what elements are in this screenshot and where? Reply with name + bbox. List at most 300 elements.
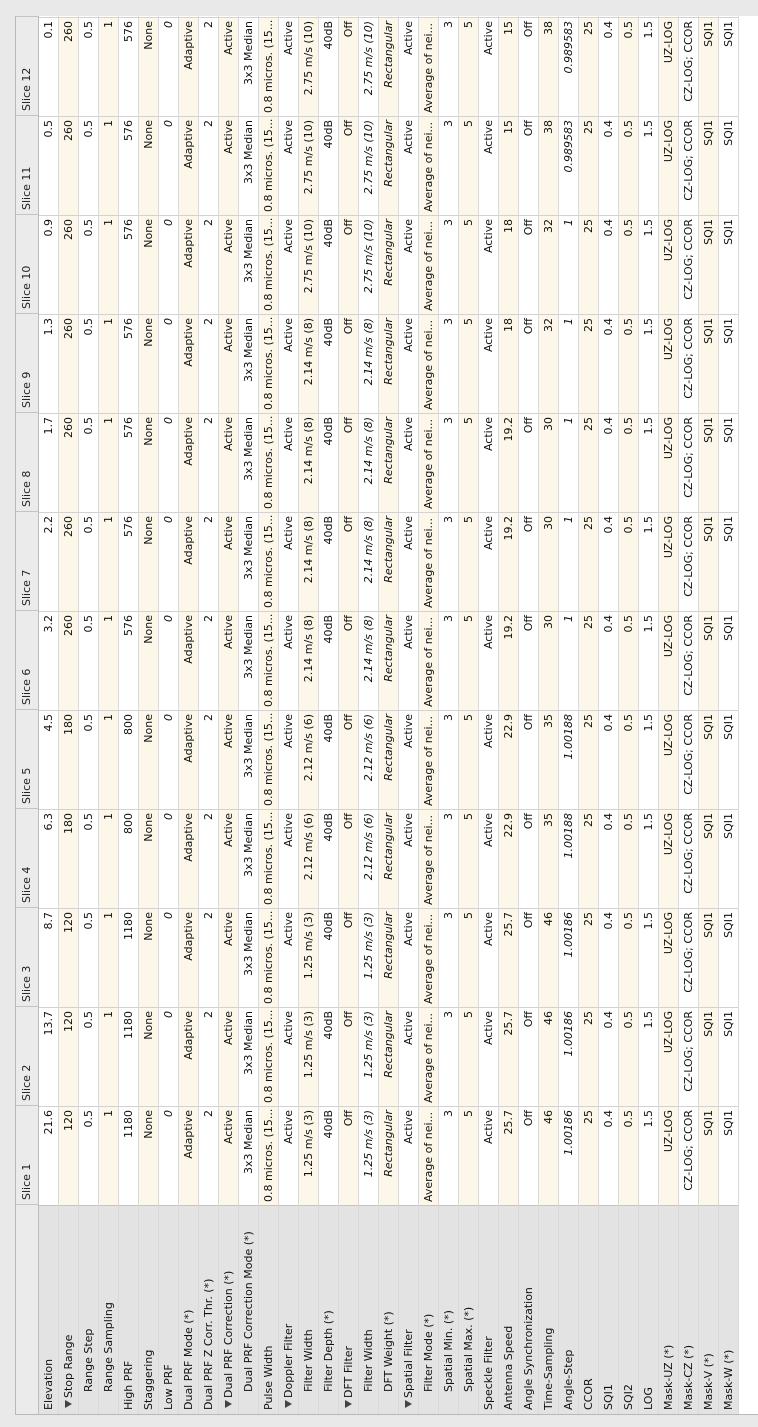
- column-header-slice-10[interactable]: Slice 10: [16, 214, 38, 313]
- table-cell[interactable]: 5: [459, 908, 478, 1007]
- table-cell[interactable]: 40dB: [319, 17, 338, 116]
- table-row[interactable]: [59, 16, 79, 1414]
- table-cell[interactable]: 0.8 micros. (15...: [259, 809, 278, 908]
- table-row[interactable]: [179, 16, 199, 1414]
- table-cell[interactable]: 6.3: [39, 809, 58, 908]
- table-cell[interactable]: 0.4: [599, 215, 618, 314]
- table-row[interactable]: [679, 16, 699, 1414]
- column-header-slice-11[interactable]: Slice 11: [16, 115, 38, 214]
- table-cell[interactable]: 0: [159, 1007, 178, 1106]
- table-cell[interactable]: 1: [99, 1106, 118, 1205]
- table-cell[interactable]: 3.2: [39, 611, 58, 710]
- table-cell[interactable]: 2: [199, 413, 218, 512]
- table-cell[interactable]: 2.14 m/s (8): [299, 611, 318, 710]
- table-cell[interactable]: 0: [159, 314, 178, 413]
- table-cell[interactable]: Off: [339, 1106, 358, 1205]
- table-cell[interactable]: 1: [559, 611, 578, 710]
- table-row[interactable]: [499, 16, 519, 1414]
- table-cell[interactable]: 3: [439, 908, 458, 1007]
- table-cell[interactable]: 25.7: [499, 1007, 518, 1106]
- table-cell[interactable]: Active: [479, 710, 498, 809]
- table-cell[interactable]: Off: [339, 512, 358, 611]
- table-cell[interactable]: 25: [579, 116, 598, 215]
- table-cell[interactable]: SQI1: [699, 413, 718, 512]
- table-cell[interactable]: 3x3 Median: [239, 116, 258, 215]
- table-cell[interactable]: 38: [539, 17, 558, 116]
- row-label[interactable]: [339, 1205, 358, 1414]
- table-cell[interactable]: UZ-LOG: [659, 314, 678, 413]
- table-cell[interactable]: Adaptive: [179, 809, 198, 908]
- column-header-slice-3[interactable]: Slice 3: [16, 907, 38, 1006]
- table-cell[interactable]: 0.5: [619, 215, 638, 314]
- table-cell[interactable]: 40dB: [319, 908, 338, 1007]
- table-cell[interactable]: 32: [539, 314, 558, 413]
- table-cell[interactable]: Rectangular: [379, 710, 398, 809]
- table-cell[interactable]: Active: [399, 710, 418, 809]
- table-cell[interactable]: Rectangular: [379, 809, 398, 908]
- table-cell[interactable]: None: [139, 611, 158, 710]
- table-cell[interactable]: 0: [159, 116, 178, 215]
- table-cell[interactable]: 0.5: [619, 1106, 638, 1205]
- table-cell[interactable]: 0.8 micros. (15...: [259, 908, 278, 1007]
- table-cell[interactable]: Adaptive: [179, 512, 198, 611]
- table-cell[interactable]: 0.4: [599, 809, 618, 908]
- table-cell[interactable]: SQI1: [719, 1106, 738, 1205]
- table-cell[interactable]: 2: [199, 908, 218, 1007]
- table-cell[interactable]: Off: [519, 17, 538, 116]
- table-cell[interactable]: 0.5: [79, 215, 98, 314]
- table-cell[interactable]: Active: [279, 1007, 298, 1106]
- table-cell[interactable]: Active: [399, 17, 418, 116]
- table-cell[interactable]: 0.5: [619, 710, 638, 809]
- table-cell[interactable]: 19.2: [499, 611, 518, 710]
- table-cell[interactable]: Active: [479, 17, 498, 116]
- table-cell[interactable]: Rectangular: [379, 116, 398, 215]
- table-row[interactable]: [719, 16, 739, 1414]
- table-cell[interactable]: Off: [519, 512, 538, 611]
- table-cell[interactable]: 22.9: [499, 809, 518, 908]
- table-cell[interactable]: 2.75 m/s (10): [299, 116, 318, 215]
- table-cell[interactable]: Active: [399, 314, 418, 413]
- table-cell[interactable]: 3: [439, 413, 458, 512]
- table-row[interactable]: [539, 16, 559, 1414]
- table-cell[interactable]: 40dB: [319, 809, 338, 908]
- table-cell[interactable]: 3x3 Median: [239, 1007, 258, 1106]
- table-cell[interactable]: 38: [539, 116, 558, 215]
- table-cell[interactable]: 1.5: [639, 611, 658, 710]
- table-cell[interactable]: 260: [59, 512, 78, 611]
- table-cell[interactable]: Off: [339, 215, 358, 314]
- table-cell[interactable]: 1: [99, 809, 118, 908]
- table-cell[interactable]: Off: [339, 1007, 358, 1106]
- table-cell[interactable]: SQI1: [699, 1106, 718, 1205]
- table-cell[interactable]: Active: [479, 1007, 498, 1106]
- table-cell[interactable]: 2.75 m/s (10): [299, 17, 318, 116]
- table-cell[interactable]: None: [139, 1106, 158, 1205]
- table-cell[interactable]: UZ-LOG: [659, 611, 678, 710]
- table-cell[interactable]: 5: [459, 1106, 478, 1205]
- table-cell[interactable]: 1.25 m/s (3): [359, 1106, 378, 1205]
- table-cell[interactable]: 576: [119, 611, 138, 710]
- table-cell[interactable]: 0: [159, 17, 178, 116]
- table-cell[interactable]: CZ-LOG; CCOR: [679, 17, 698, 116]
- table-cell[interactable]: 5: [459, 512, 478, 611]
- table-cell[interactable]: 25.7: [499, 908, 518, 1007]
- table-cell[interactable]: SQI1: [719, 908, 738, 1007]
- table-cell[interactable]: Average of nei...: [419, 215, 438, 314]
- table-cell[interactable]: Active: [219, 611, 238, 710]
- table-cell[interactable]: 2: [199, 809, 218, 908]
- table-cell[interactable]: 1: [99, 116, 118, 215]
- table-cell[interactable]: 260: [59, 116, 78, 215]
- table-cell[interactable]: Active: [219, 710, 238, 809]
- table-cell[interactable]: 3: [439, 314, 458, 413]
- table-cell[interactable]: 13.7: [39, 1007, 58, 1106]
- table-row[interactable]: [579, 16, 599, 1414]
- table-cell[interactable]: 3x3 Median: [239, 1106, 258, 1205]
- table-cell[interactable]: Average of nei...: [419, 17, 438, 116]
- table-cell[interactable]: 8.7: [39, 908, 58, 1007]
- table-cell[interactable]: 0.989583: [559, 116, 578, 215]
- table-cell[interactable]: Active: [219, 908, 238, 1007]
- table-cell[interactable]: 2.2: [39, 512, 58, 611]
- table-cell[interactable]: Active: [219, 215, 238, 314]
- table-row[interactable]: [439, 16, 459, 1414]
- table-cell[interactable]: Off: [339, 17, 358, 116]
- table-cell[interactable]: 0.5: [79, 512, 98, 611]
- table-cell[interactable]: 2.14 m/s (8): [359, 512, 378, 611]
- table-cell[interactable]: Active: [279, 413, 298, 512]
- table-cell[interactable]: CZ-LOG; CCOR: [679, 611, 698, 710]
- table-cell[interactable]: 1: [99, 314, 118, 413]
- table-cell[interactable]: 22.9: [499, 710, 518, 809]
- table-cell[interactable]: None: [139, 314, 158, 413]
- table-cell[interactable]: 40dB: [319, 116, 338, 215]
- table-cell[interactable]: Adaptive: [179, 17, 198, 116]
- table-cell[interactable]: 576: [119, 215, 138, 314]
- table-cell[interactable]: Active: [279, 215, 298, 314]
- table-cell[interactable]: 3x3 Median: [239, 611, 258, 710]
- table-cell[interactable]: 2.14 m/s (8): [359, 314, 378, 413]
- table-cell[interactable]: SQI1: [719, 215, 738, 314]
- table-cell[interactable]: 0.8 micros. (15...: [259, 215, 278, 314]
- table-cell[interactable]: Off: [339, 611, 358, 710]
- table-cell[interactable]: SQI1: [719, 116, 738, 215]
- table-cell[interactable]: 260: [59, 314, 78, 413]
- table-cell[interactable]: UZ-LOG: [659, 710, 678, 809]
- table-cell[interactable]: Average of nei...: [419, 413, 438, 512]
- table-cell[interactable]: CZ-LOG; CCOR: [679, 809, 698, 908]
- table-cell[interactable]: 25: [579, 314, 598, 413]
- table-row[interactable]: [119, 16, 139, 1414]
- table-cell[interactable]: Active: [219, 314, 238, 413]
- table-cell[interactable]: Average of nei...: [419, 908, 438, 1007]
- row-label[interactable]: [219, 1205, 238, 1414]
- table-cell[interactable]: 1.5: [639, 413, 658, 512]
- table-cell[interactable]: 0: [159, 512, 178, 611]
- table-cell[interactable]: Rectangular: [379, 314, 398, 413]
- table-row[interactable]: [359, 16, 379, 1414]
- table-cell[interactable]: CZ-LOG; CCOR: [679, 710, 698, 809]
- column-header-slice-7[interactable]: Slice 7: [16, 511, 38, 610]
- table-cell[interactable]: CZ-LOG; CCOR: [679, 1007, 698, 1106]
- table-cell[interactable]: 180: [59, 710, 78, 809]
- table-cell[interactable]: 25: [579, 809, 598, 908]
- table-cell[interactable]: 5: [459, 17, 478, 116]
- table-cell[interactable]: 19.2: [499, 413, 518, 512]
- table-cell[interactable]: 0.8 micros. (15...: [259, 1007, 278, 1106]
- table-cell[interactable]: 0.5: [79, 908, 98, 1007]
- table-cell[interactable]: Active: [479, 908, 498, 1007]
- table-cell[interactable]: 0.8 micros. (15...: [259, 17, 278, 116]
- table-cell[interactable]: 0.4: [599, 1007, 618, 1106]
- table-cell[interactable]: 260: [59, 611, 78, 710]
- table-row[interactable]: [159, 16, 179, 1414]
- table-cell[interactable]: 35: [539, 809, 558, 908]
- table-cell[interactable]: 4.5: [39, 710, 58, 809]
- table-cell[interactable]: 30: [539, 413, 558, 512]
- table-cell[interactable]: 1: [559, 215, 578, 314]
- column-header-slice-5[interactable]: Slice 5: [16, 709, 38, 808]
- table-cell[interactable]: 5: [459, 710, 478, 809]
- table-cell[interactable]: UZ-LOG: [659, 215, 678, 314]
- table-cell[interactable]: 0.5: [619, 908, 638, 1007]
- table-cell[interactable]: 21.6: [39, 1106, 58, 1205]
- table-cell[interactable]: SQI1: [699, 17, 718, 116]
- table-cell[interactable]: SQI1: [699, 215, 718, 314]
- table-cell[interactable]: 30: [539, 611, 558, 710]
- table-cell[interactable]: 25: [579, 908, 598, 1007]
- table-row[interactable]: [199, 16, 219, 1414]
- expand-triangle-icon[interactable]: [225, 1400, 232, 1408]
- table-cell[interactable]: 0.5: [79, 611, 98, 710]
- table-cell[interactable]: 3: [439, 710, 458, 809]
- table-cell[interactable]: 5: [459, 611, 478, 710]
- table-cell[interactable]: 576: [119, 116, 138, 215]
- table-cell[interactable]: 3x3 Median: [239, 314, 258, 413]
- table-cell[interactable]: Off: [519, 809, 538, 908]
- table-cell[interactable]: 2.12 m/s (6): [299, 710, 318, 809]
- table-row[interactable]: [299, 16, 319, 1414]
- table-cell[interactable]: Active: [399, 809, 418, 908]
- table-cell[interactable]: Rectangular: [379, 1106, 398, 1205]
- table-cell[interactable]: 0.5: [79, 1106, 98, 1205]
- table-cell[interactable]: 25: [579, 17, 598, 116]
- table-cell[interactable]: None: [139, 710, 158, 809]
- table-cell[interactable]: 5: [459, 116, 478, 215]
- table-cell[interactable]: Rectangular: [379, 215, 398, 314]
- table-row[interactable]: [79, 16, 99, 1414]
- table-cell[interactable]: Active: [479, 413, 498, 512]
- table-cell[interactable]: 576: [119, 512, 138, 611]
- table-cell[interactable]: 1: [559, 413, 578, 512]
- table-cell[interactable]: 32: [539, 215, 558, 314]
- expand-triangle-icon[interactable]: [405, 1400, 412, 1408]
- table-cell[interactable]: 5: [459, 809, 478, 908]
- table-cell[interactable]: 260: [59, 17, 78, 116]
- table-cell[interactable]: Rectangular: [379, 413, 398, 512]
- table-cell[interactable]: SQI1: [719, 512, 738, 611]
- table-cell[interactable]: Active: [279, 611, 298, 710]
- table-cell[interactable]: UZ-LOG: [659, 1106, 678, 1205]
- table-cell[interactable]: 0.4: [599, 116, 618, 215]
- table-cell[interactable]: Adaptive: [179, 710, 198, 809]
- table-cell[interactable]: SQI1: [699, 908, 718, 1007]
- table-cell[interactable]: 0.5: [79, 809, 98, 908]
- table-cell[interactable]: Active: [479, 215, 498, 314]
- table-cell[interactable]: 2: [199, 1007, 218, 1106]
- table-cell[interactable]: 1: [99, 908, 118, 1007]
- table-cell[interactable]: 1.25 m/s (3): [299, 1007, 318, 1106]
- table-cell[interactable]: Adaptive: [179, 215, 198, 314]
- table-cell[interactable]: None: [139, 116, 158, 215]
- table-cell[interactable]: Average of nei...: [419, 611, 438, 710]
- table-cell[interactable]: 576: [119, 314, 138, 413]
- table-cell[interactable]: Active: [399, 611, 418, 710]
- table-cell[interactable]: Active: [399, 116, 418, 215]
- table-cell[interactable]: 0.5: [79, 710, 98, 809]
- table-cell[interactable]: 0: [159, 908, 178, 1007]
- table-cell[interactable]: Average of nei...: [419, 1007, 438, 1106]
- table-cell[interactable]: SQI1: [719, 17, 738, 116]
- table-cell[interactable]: 2.75 m/s (10): [299, 215, 318, 314]
- table-cell[interactable]: None: [139, 512, 158, 611]
- table-cell[interactable]: 0.1: [39, 17, 58, 116]
- table-row[interactable]: [239, 16, 259, 1414]
- table-cell[interactable]: 3x3 Median: [239, 908, 258, 1007]
- table-cell[interactable]: 1180: [119, 1007, 138, 1106]
- table-cell[interactable]: 2: [199, 17, 218, 116]
- column-header-slice-1[interactable]: Slice 1: [16, 1105, 38, 1204]
- table-cell[interactable]: 1: [99, 413, 118, 512]
- table-cell[interactable]: None: [139, 809, 158, 908]
- table-row[interactable]: [479, 16, 499, 1414]
- table-cell[interactable]: 2.75 m/s (10): [359, 215, 378, 314]
- table-cell[interactable]: 0.5: [619, 1007, 638, 1106]
- table-cell[interactable]: 40dB: [319, 1007, 338, 1106]
- table-cell[interactable]: 1.25 m/s (3): [299, 908, 318, 1007]
- table-cell[interactable]: 15: [499, 116, 518, 215]
- table-cell[interactable]: 3x3 Median: [239, 17, 258, 116]
- table-cell[interactable]: 120: [59, 908, 78, 1007]
- table-cell[interactable]: 1.25 m/s (3): [299, 1106, 318, 1205]
- table-cell[interactable]: 15: [499, 17, 518, 116]
- table-cell[interactable]: UZ-LOG: [659, 1007, 678, 1106]
- table-cell[interactable]: 2.12 m/s (6): [299, 809, 318, 908]
- table-cell[interactable]: UZ-LOG: [659, 116, 678, 215]
- table-cell[interactable]: Active: [479, 611, 498, 710]
- table-row[interactable]: [459, 16, 479, 1414]
- table-cell[interactable]: Off: [519, 611, 538, 710]
- table-cell[interactable]: 0.8 micros. (15...: [259, 116, 278, 215]
- table-cell[interactable]: Active: [279, 116, 298, 215]
- table-cell[interactable]: Active: [219, 1106, 238, 1205]
- table-cell[interactable]: Adaptive: [179, 1106, 198, 1205]
- table-row[interactable]: [519, 16, 539, 1414]
- table-cell[interactable]: Active: [399, 1106, 418, 1205]
- table-cell[interactable]: 25: [579, 1007, 598, 1106]
- table-cell[interactable]: CZ-LOG; CCOR: [679, 215, 698, 314]
- table-cell[interactable]: 3x3 Median: [239, 809, 258, 908]
- table-cell[interactable]: Active: [399, 512, 418, 611]
- table-cell[interactable]: Off: [519, 314, 538, 413]
- table-cell[interactable]: SQI1: [719, 710, 738, 809]
- table-cell[interactable]: 1.00186: [559, 1106, 578, 1205]
- table-cell[interactable]: 3: [439, 215, 458, 314]
- table-row[interactable]: [619, 16, 639, 1414]
- table-cell[interactable]: 1.5: [639, 809, 658, 908]
- table-cell[interactable]: 1.5: [639, 215, 658, 314]
- table-cell[interactable]: Active: [479, 809, 498, 908]
- table-cell[interactable]: CZ-LOG; CCOR: [679, 314, 698, 413]
- table-cell[interactable]: CZ-LOG; CCOR: [679, 116, 698, 215]
- table-cell[interactable]: Active: [219, 17, 238, 116]
- table-cell[interactable]: 0.4: [599, 611, 618, 710]
- table-cell[interactable]: 0.9: [39, 215, 58, 314]
- table-cell[interactable]: 1.5: [639, 314, 658, 413]
- table-cell[interactable]: 1: [99, 17, 118, 116]
- table-cell[interactable]: Off: [519, 1007, 538, 1106]
- table-cell[interactable]: 260: [59, 215, 78, 314]
- table-cell[interactable]: Active: [399, 215, 418, 314]
- table-cell[interactable]: SQI1: [699, 512, 718, 611]
- table-cell[interactable]: 1.25 m/s (3): [359, 908, 378, 1007]
- table-row[interactable]: [339, 16, 359, 1414]
- table-row[interactable]: [659, 16, 679, 1414]
- table-row[interactable]: [219, 16, 239, 1414]
- table-cell[interactable]: Rectangular: [379, 512, 398, 611]
- table-cell[interactable]: 2.14 m/s (8): [299, 512, 318, 611]
- table-cell[interactable]: Average of nei...: [419, 1106, 438, 1205]
- table-cell[interactable]: Active: [279, 314, 298, 413]
- table-cell[interactable]: SQI1: [719, 611, 738, 710]
- table-cell[interactable]: 1.25 m/s (3): [359, 1007, 378, 1106]
- table-cell[interactable]: Rectangular: [379, 611, 398, 710]
- table-cell[interactable]: 3: [439, 17, 458, 116]
- table-cell[interactable]: 2.14 m/s (8): [299, 413, 318, 512]
- table-cell[interactable]: Adaptive: [179, 908, 198, 1007]
- table-cell[interactable]: Off: [519, 116, 538, 215]
- row-label[interactable]: [59, 1205, 78, 1414]
- table-cell[interactable]: Active: [479, 314, 498, 413]
- table-cell[interactable]: Active: [219, 1007, 238, 1106]
- column-header-slice-12[interactable]: Slice 12: [16, 16, 38, 115]
- table-cell[interactable]: 0.4: [599, 413, 618, 512]
- table-cell[interactable]: SQI1: [699, 809, 718, 908]
- table-cell[interactable]: 0.8 micros. (15...: [259, 413, 278, 512]
- table-cell[interactable]: Active: [219, 809, 238, 908]
- table-cell[interactable]: 260: [59, 413, 78, 512]
- table-cell[interactable]: 2: [199, 710, 218, 809]
- table-cell[interactable]: 18: [499, 215, 518, 314]
- table-cell[interactable]: 1: [559, 314, 578, 413]
- table-cell[interactable]: Active: [219, 116, 238, 215]
- table-cell[interactable]: 3: [439, 809, 458, 908]
- table-cell[interactable]: UZ-LOG: [659, 413, 678, 512]
- table-cell[interactable]: 40dB: [319, 413, 338, 512]
- table-cell[interactable]: CZ-LOG; CCOR: [679, 1106, 698, 1205]
- table-cell[interactable]: 0.4: [599, 908, 618, 1007]
- table-cell[interactable]: 1.7: [39, 413, 58, 512]
- table-cell[interactable]: 1: [99, 1007, 118, 1106]
- table-cell[interactable]: 3: [439, 1007, 458, 1106]
- table-row[interactable]: [379, 16, 399, 1414]
- table-cell[interactable]: UZ-LOG: [659, 908, 678, 1007]
- table-cell[interactable]: Active: [219, 512, 238, 611]
- table-cell[interactable]: 2: [199, 215, 218, 314]
- table-cell[interactable]: 0.5: [619, 512, 638, 611]
- table-cell[interactable]: 2.14 m/s (8): [359, 413, 378, 512]
